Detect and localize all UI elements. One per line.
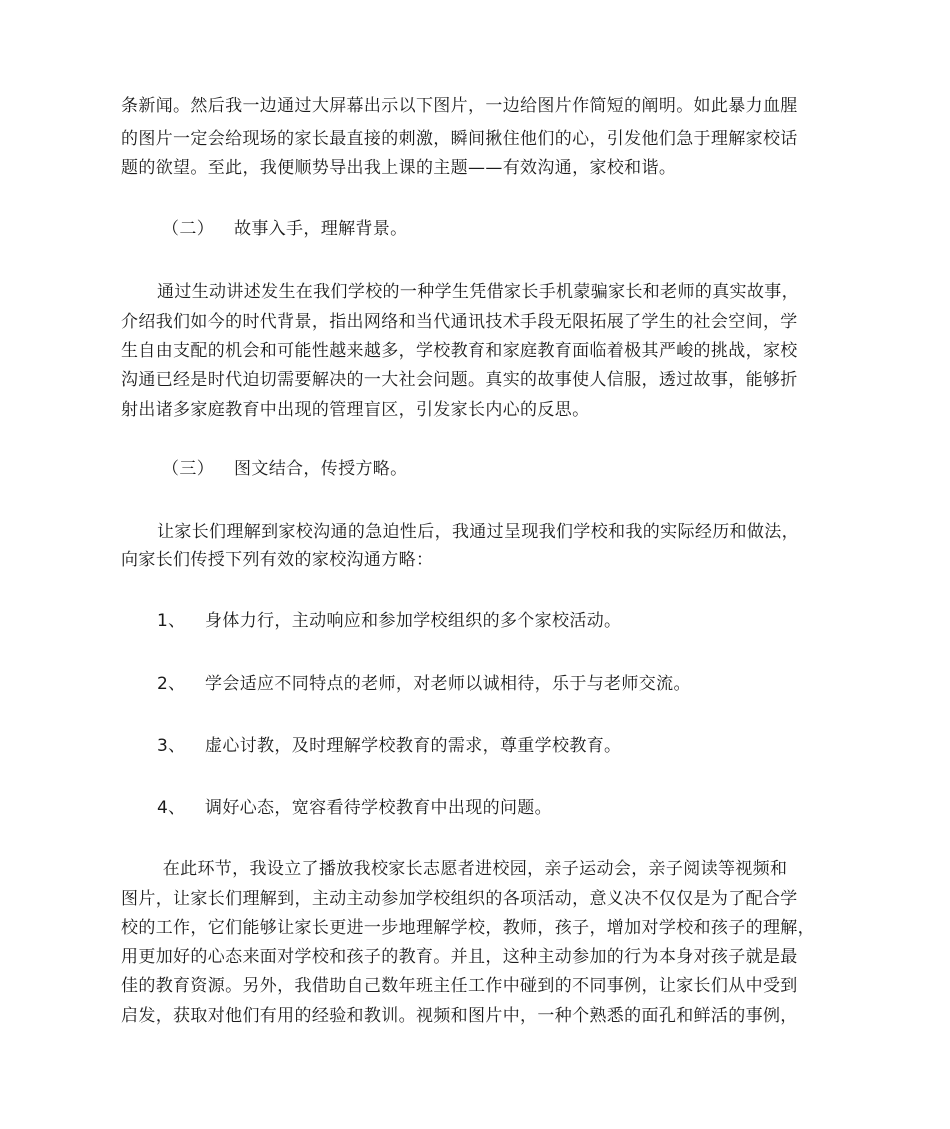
list-item-number: 3、: [157, 736, 186, 756]
section-heading: 图文结合，传授方略。: [234, 459, 408, 479]
section-heading: 故事入手，理解背景。: [234, 219, 408, 239]
paragraph-line: 校的工作，它们能够让家长更进一步地理解学校，教师，孩子，增加对学校和孩子的理解，: [121, 918, 815, 938]
list-item-text: 身体力行，主动响应和参加学校组织的多个家校活动。: [205, 611, 622, 631]
paragraph-line: 佳的教育资源。另外，我借助自己数年班主任工作中碰到的不同事例，让家长们从中受到: [121, 976, 798, 996]
paragraph-line: 用更加好的心态来面对学校和孩子的教育。并且，这种主动参加的行为本身对孩子就是最: [121, 947, 798, 967]
section-number: （二）: [162, 219, 215, 239]
paragraph-line: 在此环节，我设立了播放我校家长志愿者进校园，亲子运动会，亲子阅读等视频和: [157, 859, 788, 879]
list-item-number: 2、: [157, 674, 186, 694]
list-item-number: 1、: [157, 611, 186, 631]
paragraph-line: 向家长们传授下列有效的家校沟通方略：: [121, 550, 434, 570]
section-number: （三）: [162, 459, 215, 479]
paragraph-line: 图片，让家长们理解到，主动主动参加学校组织的各项活动，意义决不仅仅是为了配合学: [121, 889, 798, 909]
list-item-text: 虚心讨教，及时理解学校教育的需求，尊重学校教育。: [205, 736, 622, 756]
paragraph-line: 让家长们理解到家校沟通的急迫性后，我通过呈现我们学校和我的实际经历和做法，: [157, 522, 799, 542]
paragraph-line: 的图片一定会给现场的家长最直接的刺激，瞬间揪住他们的心，引发他们急于理解家校话: [121, 129, 798, 149]
list-item-text: 学会适应不同特点的老师，对老师以诚相待，乐于与老师交流。: [205, 674, 691, 694]
paragraph-line: 沟通已经是时代迫切需要解决的一大社会问题。真实的故事使人信服，透过故事，能够折: [121, 370, 798, 390]
paragraph-line: 启发，获取对他们有用的经验和教训。视频和图片中，一种个熟悉的面孔和鲜活的事例，: [121, 1006, 798, 1026]
paragraph-line: 通过生动讲述发生在我们学校的一种学生凭借家长手机蒙骗家长和老师的真实故事，: [157, 282, 799, 302]
paragraph-line: 题的欲望。至此，我便顺势导出我上课的主题——有效沟通，家校和谐。: [121, 158, 677, 178]
paragraph-line: 条新闻。然后我一边通过大屏幕出示以下图片，一边给图片作简短的阐明。如此暴力血腥: [121, 96, 798, 116]
paragraph-line: 介绍我们如今的时代背景，指出网络和当代通讯技术手段无限拓展了学生的社会空间，学: [121, 312, 798, 332]
paragraph-line: 生自由支配的机会和可能性越来越多，学校教育和家庭教育面临着极其严峻的挑战，家校: [121, 341, 798, 361]
list-item-number: 4、: [157, 798, 186, 818]
paragraph-line: 射出诸多家庭教育中出现的管理盲区，引发家长内心的反思。: [121, 400, 590, 420]
list-item-text: 调好心态，宽容看待学校教育中出现的问题。: [205, 798, 552, 818]
